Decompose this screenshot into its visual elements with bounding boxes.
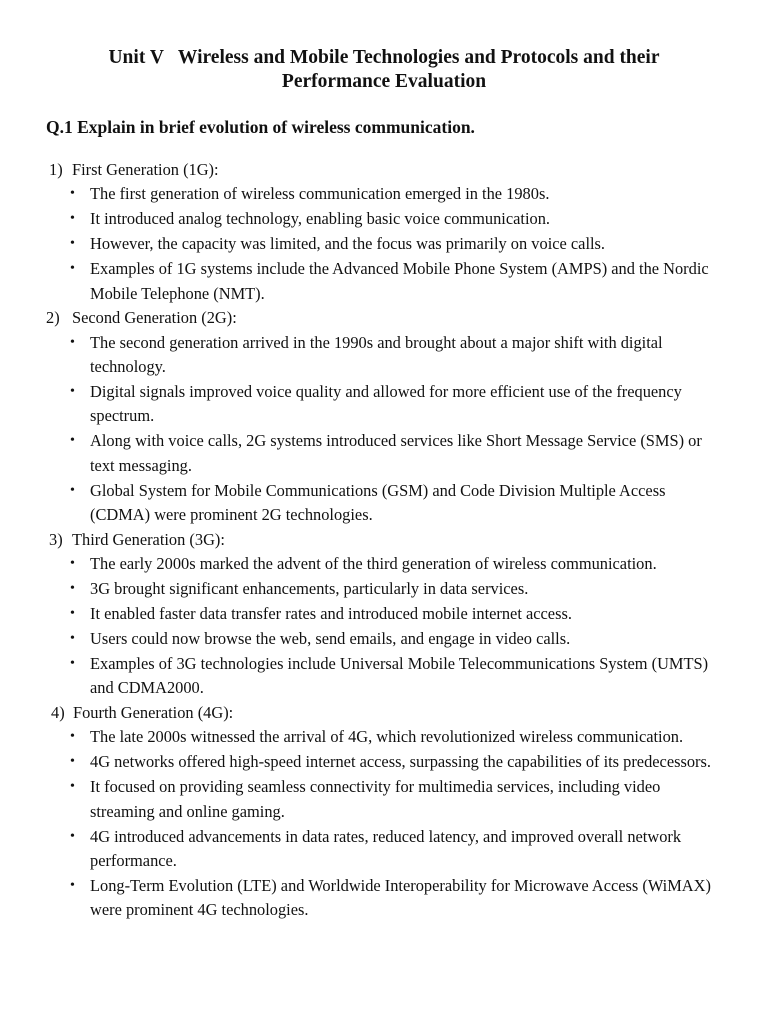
list-item-text: It focused on providing seamless connectivity for multimedia services, including video streaming and online gaming. [90,777,661,821]
generation-heading [0,528,768,552]
bullet-icon: • [70,334,75,350]
bullet-icon: • [70,754,75,770]
title-line-1-text: Wireless and Mobile Technologies and Protocols and their [177,47,660,68]
generation-number: 4) [51,702,65,722]
list-item-text: Along with voice calls, 2G systems introduced services like Short Message Service (SMS) or text messaging. [90,431,702,475]
list-item-text: However, the capacity was limited, and the focus was primarily on voice calls. [90,234,606,254]
bullet-icon: • [70,433,75,449]
generation-number: 2) [46,308,60,328]
list-item-text: The second generation arrived in the 1990s and brought about a major shift with digital technology. [90,332,663,376]
list-item [0,479,768,528]
bullet-icon: • [70,261,75,277]
generation-4g [0,701,768,923]
list-item [0,602,768,626]
bullet-icon: • [70,878,75,894]
generation-title: First Generation (1G): [72,160,219,179]
list-item-text: The early 2000s marked the advent of the third generation of wireless communication. [90,554,657,574]
list-item [0,825,768,874]
bullet-list [0,331,768,528]
generation-heading [0,158,768,182]
generation-number: 3) [49,529,63,549]
generation-1g [0,158,768,306]
list-item [0,577,768,601]
generation-heading [0,306,768,330]
list-item-text: 4G introduced advancements in data rates, reduced latency, and improved overall network performance. [90,826,682,871]
list-item [0,331,768,380]
generation-number: 1) [49,160,63,179]
list-item [0,652,768,701]
list-item [0,552,768,576]
list-item-text: The late 2000s witnessed the arrival of 4G, which revolutionized wireless communication. [90,727,684,747]
list-item [0,429,768,478]
list-item [0,380,768,429]
list-item-text: It enabled faster data transfer rates and introduced mobile internet access. [90,604,572,624]
list-item [0,874,768,923]
list-item [0,182,768,206]
bullet-icon: • [70,482,75,498]
bullet-icon: • [70,384,75,399]
generation-2g [0,306,768,527]
bullet-icon: • [70,236,75,252]
list-item [0,750,768,774]
bullet-icon: • [70,556,75,572]
bullet-icon: • [70,631,75,647]
title-line-1 [60,46,708,70]
list-item [0,627,768,651]
generation-3g [0,528,768,701]
list-item-text: Users could now browse the web, send emails, and engage in video calls. [90,629,571,649]
bullet-icon: • [70,581,75,597]
generation-heading [0,701,768,725]
title-line-2: Performance Evaluation [281,71,487,92]
bullet-list [0,552,768,701]
bullet-icon: • [70,828,75,844]
list-item-text: 3G brought significant enhancements, particularly in data services. [90,579,529,599]
list-item-text: Global System for Mobile Communications (GSM) and Code Division Multiple Access (CDMA) were prominent 2G technologies. [90,480,666,525]
list-item [0,232,768,256]
list-item-text: Long-Term Evolution (LTE) and Worldwide Interoperability for Microwave Access (WiMAX) were prominent 4G technologies. [90,876,711,920]
list-item [0,725,768,749]
list-item-text: Examples of 1G systems include the Advanced Mobile Phone System (AMPS) and the Nordic Mobile Telephone (NMT). [90,259,709,303]
bullet-icon: • [70,211,75,227]
generations-content [0,158,768,923]
page-title [60,46,708,94]
bullet-icon: • [70,729,75,745]
list-item [0,257,768,306]
list-item [0,775,768,824]
bullet-list [0,725,768,923]
generation-title: Second Generation (2G): [72,308,237,328]
list-item-text: 4G networks offered high-speed internet access, surpassing the capabilities of its predecessors. [90,752,711,772]
question-heading: Q.1 Explain in brief evolution of wireless communication. [46,117,475,137]
list-item [0,207,768,231]
title-unit: Unit V [108,47,164,68]
bullet-icon: • [70,779,75,795]
list-item-text: The first generation of wireless communication emerged in the 1980s. [90,184,550,204]
bullet-icon: • [70,606,75,622]
list-item-text: It introduced analog technology, enabling basic voice communication. [90,209,551,229]
list-item-text: Digital signals improved voice quality and allowed for more efficient use of the frequency spectrum. [90,382,682,426]
bullet-list [0,182,768,306]
generation-title: Fourth Generation (4G): [73,702,234,722]
bullet-icon: • [70,656,75,672]
bullet-icon: • [70,186,75,202]
list-item-text: Examples of 3G technologies include Universal Mobile Telecommunications System (UMTS) and CDMA2000. [90,654,709,698]
generation-title: Third Generation (3G): [72,529,225,549]
